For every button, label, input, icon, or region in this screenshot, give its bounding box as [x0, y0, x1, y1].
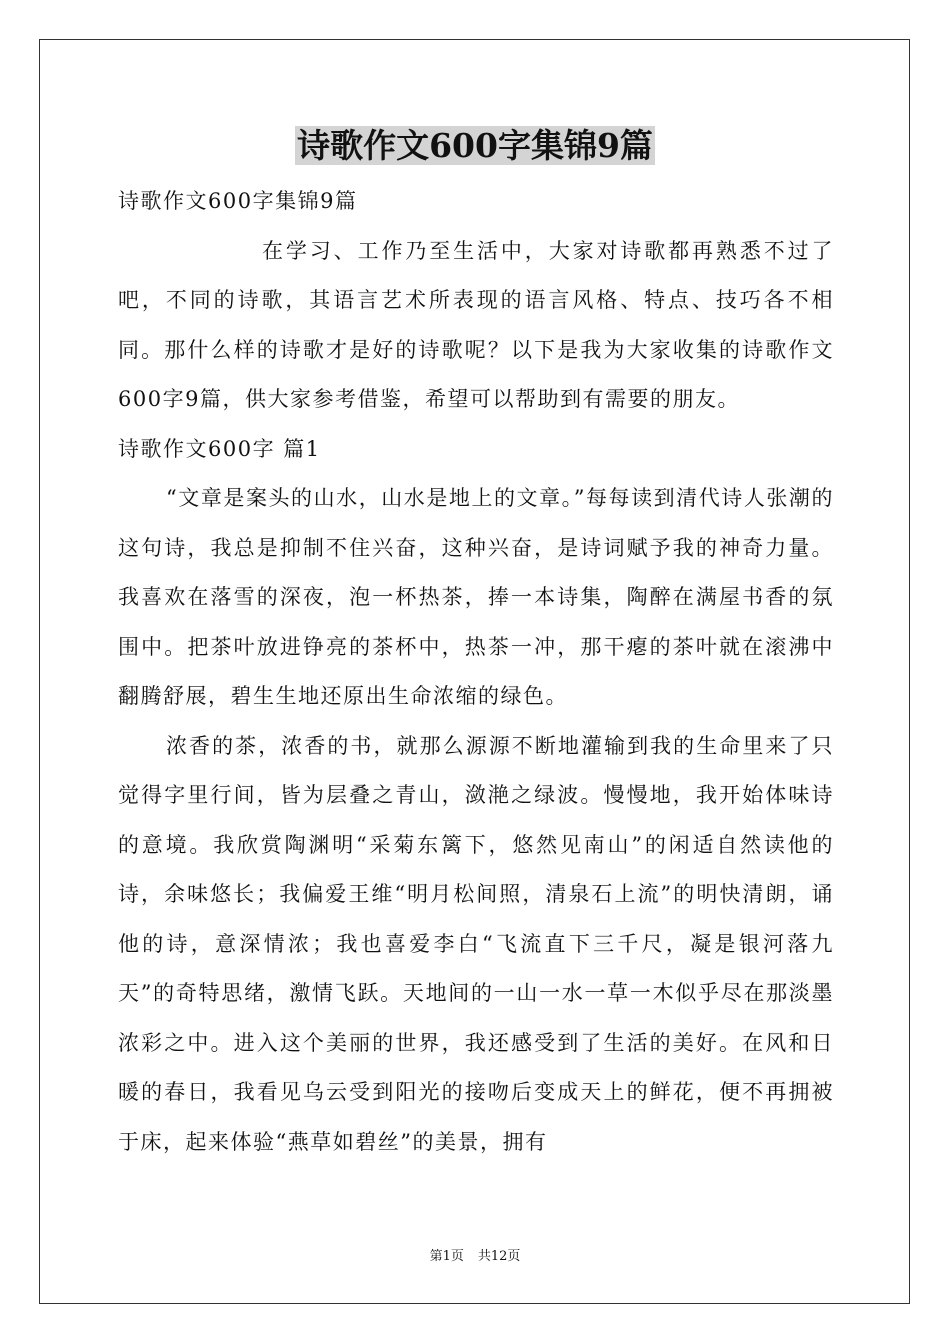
intro-paragraph: 在学习、工作乃至生活中，大家对诗歌都再熟悉不过了吧，不同的诗歌，其语言艺术所表现的语言风格、特点、技巧各不相同。那什么样的诗歌才是好的诗歌呢？以下是我为大家收集的诗歌作文600字9篇，供大家参考借鉴，希望可以帮助到有需要的朋友。 [118, 238, 834, 411]
subtitle: 诗歌作文600字集锦9篇 [118, 189, 358, 213]
document-body [118, 177, 834, 1167]
page-footer [0, 1248, 950, 1266]
document-title-text: 诗歌作文600字集锦9篇 [297, 126, 653, 165]
page-total: 共12页 [477, 1249, 521, 1264]
page-number: 第1页 [429, 1249, 464, 1264]
body-paragraph-1: “文章是案头的山水，山水是地上的文章。”每每读到清代诗人张潮的这句诗，我总是抑制不住兴奋，这种兴奋，是诗词赋予我的神奇力量。我喜欢在落雪的深夜，泡一杯热茶，捧一本诗集，陶醉在满屋书香的氛围中。把茶叶放进铮亮的茶杯中，热茶一冲，那干瘪的茶叶就在滚沸中翻腾舒展，碧生生地还原出生命浓缩的绿色。 [118, 486, 834, 708]
section-heading: 诗歌作文600字 篇1 [118, 436, 321, 461]
document-title [0, 124, 950, 168]
body-paragraph-2: 浓香的茶，浓香的书，就那么源源不断地灌输到我的生命里来了只觉得字里行间，皆为层叠之青山，潋滟之绿波。慢慢地，我开始体味诗的意境。我欣赏陶渊明“采菊东篱下，悠然见南山”的闲适自然读他的诗，余味悠长；我偏爱王维“明月松间照，清泉石上流”的明快清朗，诵他的诗，意深情浓；我也喜爱李白“飞流直下三千尺，凝是银河落九天”的奇特思绪，激情飞跃。天地间的一山一水一草一木似乎尽在那淡墨浓彩之中。进入这个美丽的世界，我还感受到了生活的美好。在风和日暖的春日，我看见乌云受到阳光的接吻后变成天上的鲜花，便不再拥被于床，起来体验“燕草如碧丝”的美景，拥有 [118, 733, 834, 1154]
